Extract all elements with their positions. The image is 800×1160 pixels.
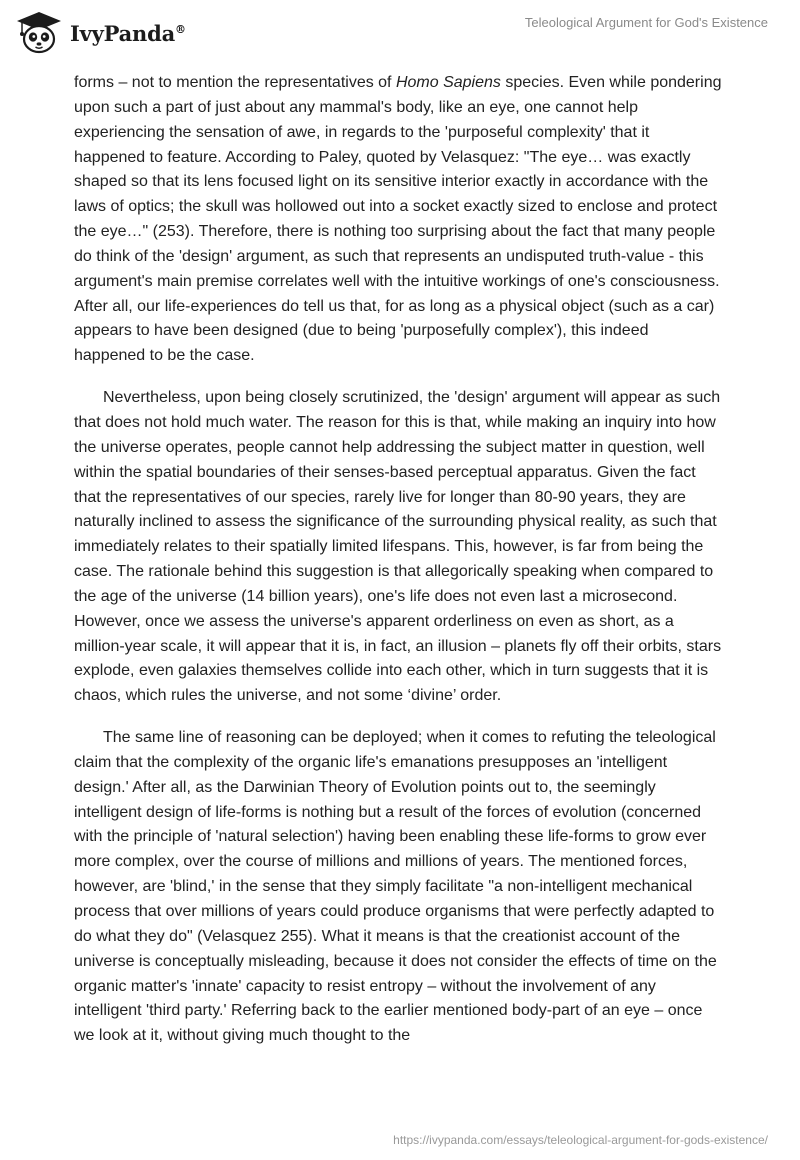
ivypanda-logo[interactable] [14,10,186,56]
brand-name: IvyPanda® [70,20,186,46]
document-title: Teleological Argument for God's Existence [524,15,768,30]
page-header [0,0,800,60]
paragraph: The same line of reasoning can be deployed; when it comes to refuting the teleological claim that the complexity of the organic life's emanations presupposes an 'intelligent design.' After all, as the Darwinian Theory of Evolution points out to, the seemingly intelligent design of life-forms is nothing but a result of the forces of evolution (concerned with the principle of 'natural selection') having been enabling these life-forms to grow ever more complex, over the course of millions and millions of years. The mentioned forces, however, are 'blind,' in the sense that they simply facilitate "a non-intelligent mechanical process that over millions of years could produce organisms that were perfectly adapted to do what they do" (Velasquez 255). What it means is that the creationist account of the universe is conceptually misleading, because it does not consider the effects of time on the organic matter's 'innate' capacity to resist entropy – without the involvement of any intelligent 'third party.' Referring back to the earlier mentioned body-part of an eye – once we look at it, without giving much thought to the [74,729,717,1045]
paragraph: Nevertheless, upon being closely scrutinized, the 'design' argument will appear as such that does not hold much water. The reason for this is that, while making an inquiry into how the universe operates, people cannot help addressing the subject matter in question, well within the spatial boundaries of their senses-based perceptual apparatus. Given the fact that the representatives of our species, rarely live for longer than 80-90 years, they are naturally inclined to assess the significance of the surrounding physical reality, as such that immediately relates to their spatially limited lifespans. This, however, is far from being the case. The rationale behind this suggestion is that allegorically speaking when compared to the age of the universe (14 billion years), one's life does not even last a microsecond. However, once we assess the universe's apparent orderliness on even as short, as a million-year scale, it will appear that it is, in fact, an illusion – planets fly off their orbits, stars explode, even galaxies themselves collide into each other, which in turn suggests that it is chaos, which rules the universe, and not some ‘divine’ order. [74,389,722,705]
emphasized-term: Homo Sapiens [395,74,501,91]
essay-body [74,71,722,1066]
panda-graduate-icon [14,10,64,56]
source-url[interactable]: https://ivypanda.com/essays/teleological-argument-for-gods-existence/ [393,1133,768,1147]
paragraph: forms – not to mention the representatives of Homo Sapiens species. Even while pondering upon such a part of just about any mammal's body, like an eye, one cannot help experiencing the sensation of awe, in regards to the 'purposeful complexity' that it happened to feature. According to Paley, quoted by Velasquez: "The eye… was exactly shaped so that its lens focused light on its sensitive interior exactly in accordance with the laws of optics; the skull was hollowed out into a socket exactly sized to enclose and protect the eye…" (253). Therefore, there is nothing too surprising about the fact that many people do think of the 'design' argument, as such that represents an undisputed truth-value - this argument's main premise correlates well with the intuitive workings of one's consciousness. After all, our life-experiences do tell us that, for as long as a physical object (such as a car) appears to have been designed (due to being 'purposefully complex'), this indeed happened to be the case. [74,74,722,365]
registered-mark: ® [175,22,186,36]
